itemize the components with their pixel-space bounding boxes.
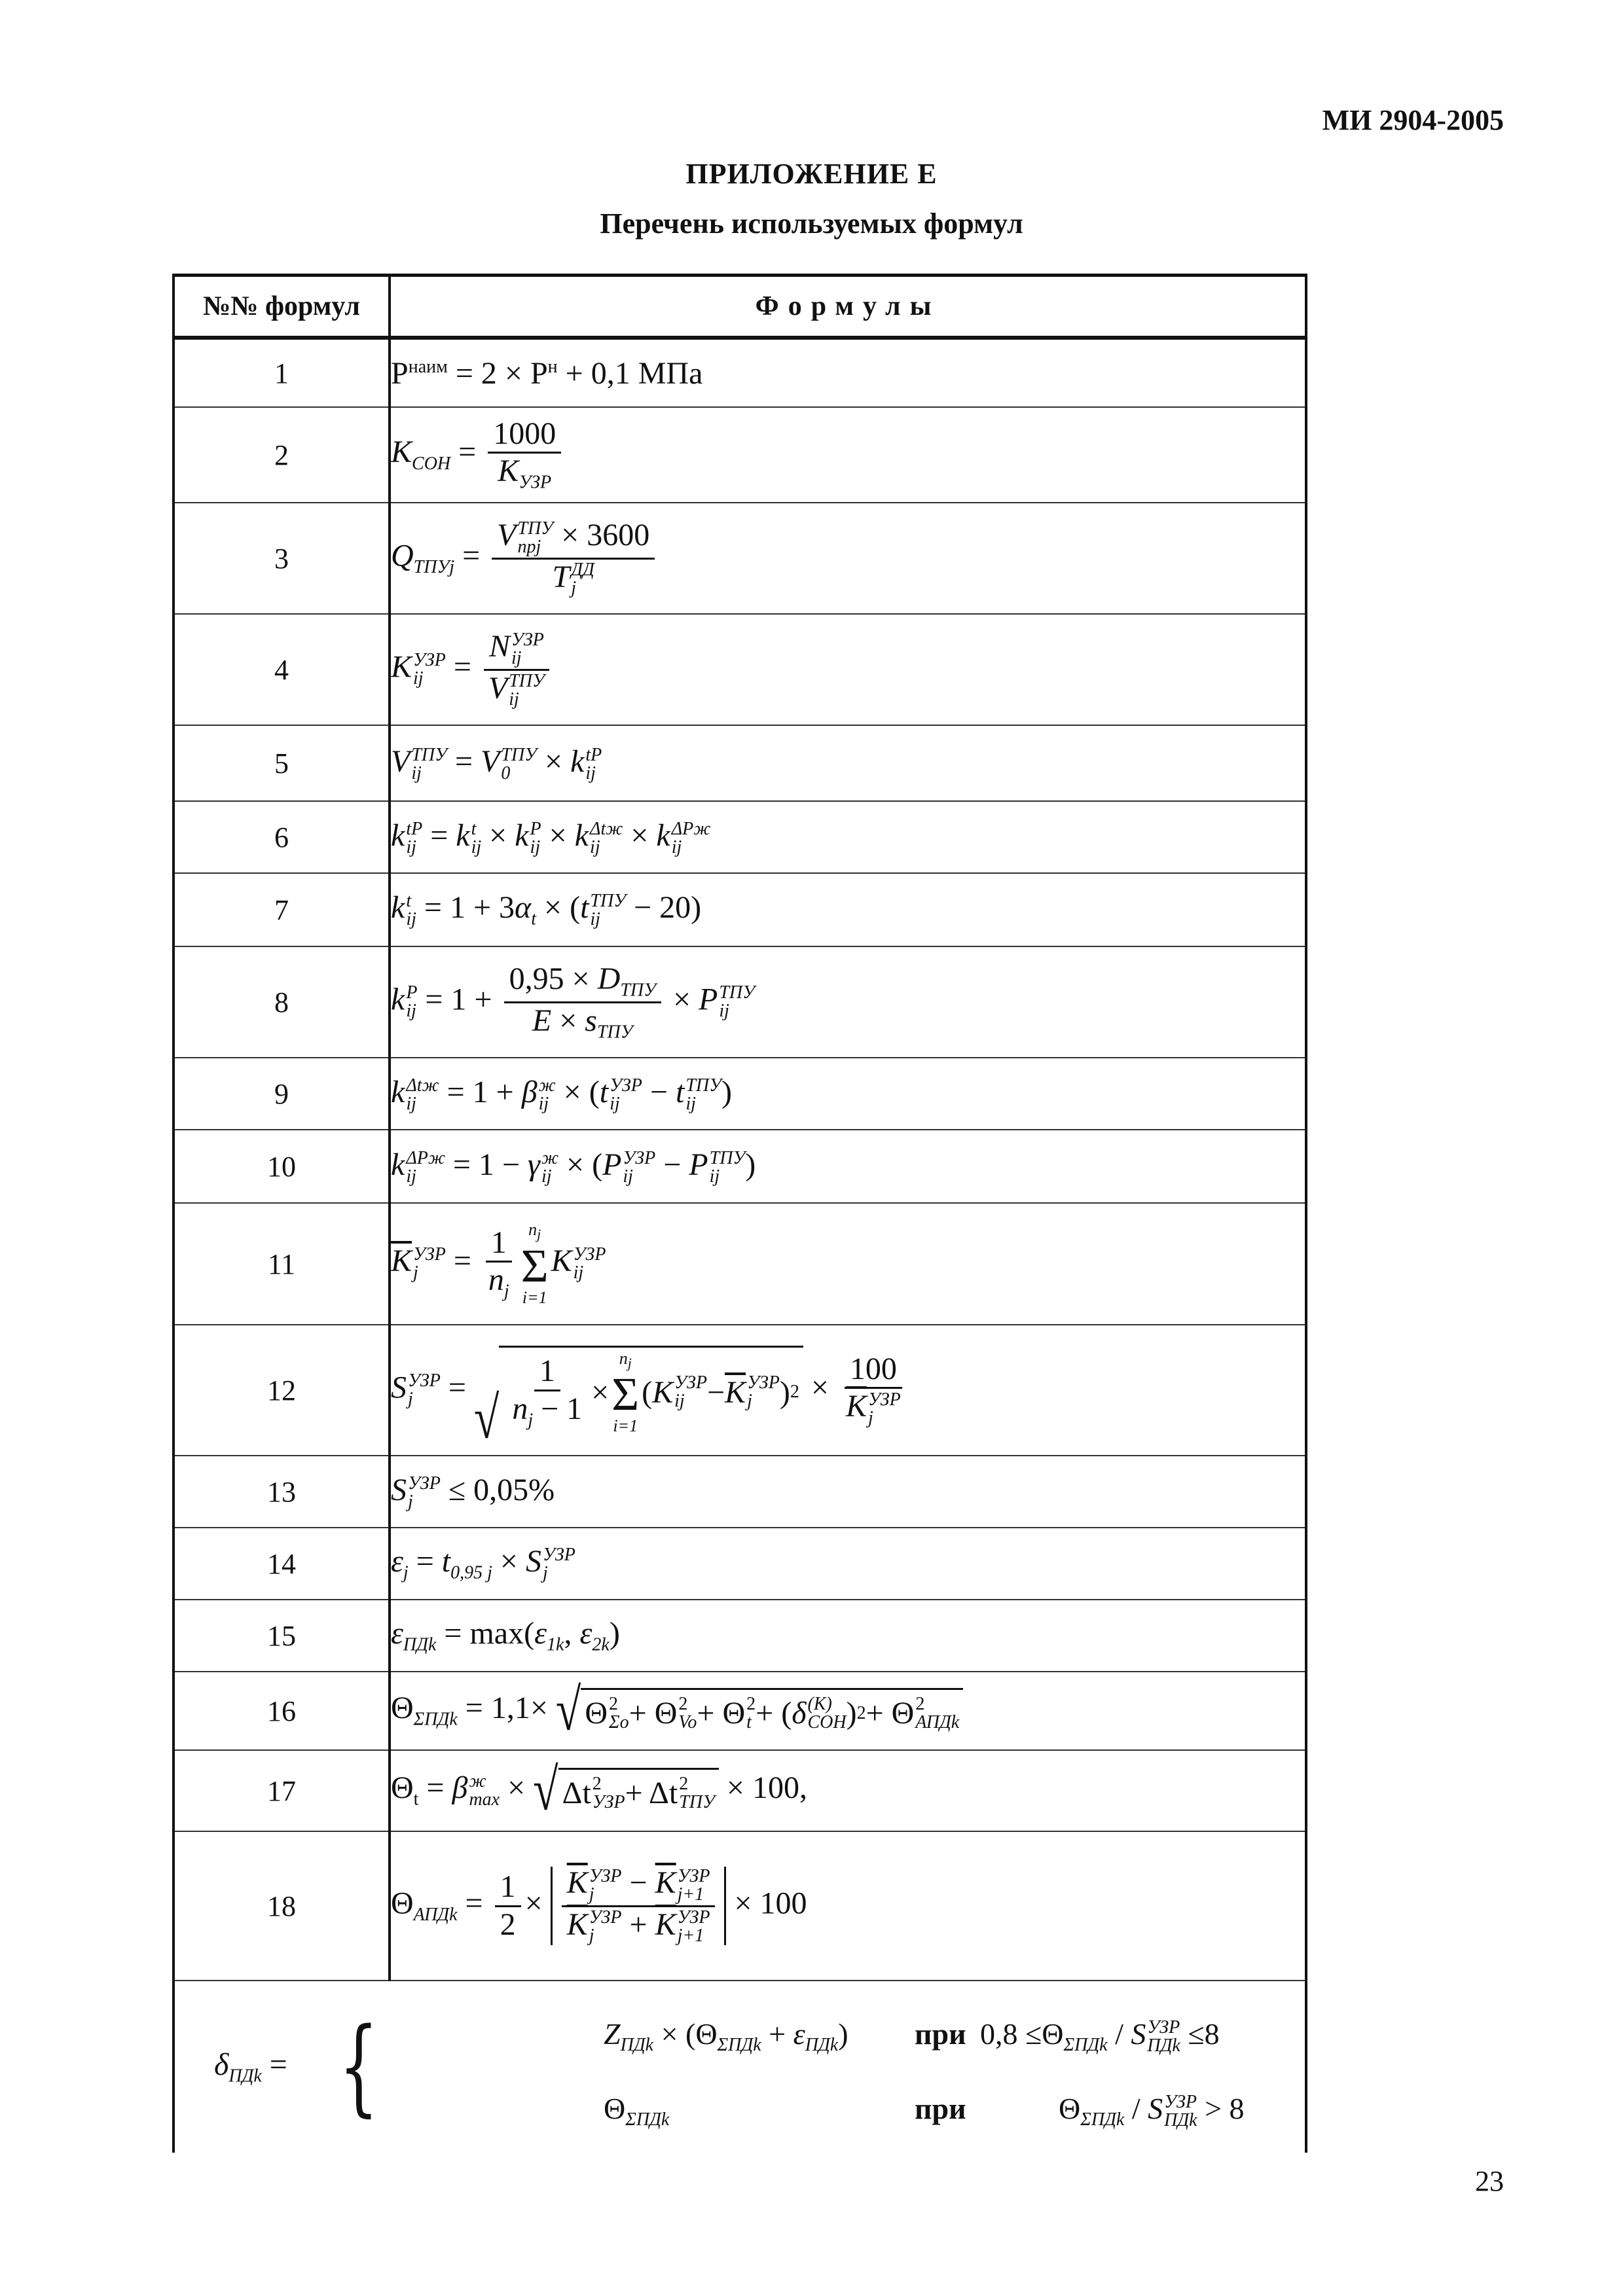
formula-6: k tP ij = k t ij × k P ij × k Δtж ij × k ΔPж ij xyxy=(390,801,1306,873)
appendix-subtitle: Перечень используемых формул xyxy=(600,207,1023,240)
formula-number: 10 xyxy=(173,1130,390,1203)
formula-number: 11 xyxy=(173,1203,390,1325)
formulas-table xyxy=(172,274,1307,2153)
formula-14: $\varepsilon_j = t_{0,95 j} \times S$ УЗР j xyxy=(390,1528,1306,1600)
formula-number: 9 xyxy=(173,1058,390,1130)
formula-17: $\Theta_t = \beta$ ж max × √ Δt 2 УЗР + Δt 2 ТПУ × 100, xyxy=(390,1750,1306,1831)
table-row xyxy=(173,1325,1306,1456)
case-1-condition-start: 0,8 ≤ xyxy=(980,2017,1042,2051)
formula-7: k t ij = $1 + 3\alpha_t \times (t$ ТПУ ij − 20) xyxy=(390,873,1306,946)
case-2-condition: $\Theta_{\Sigma ПДk}$ / S УЗР ПДk > 8 xyxy=(1059,2092,1245,2131)
table-row-delta xyxy=(173,1981,1306,2153)
formula-8: k P ij = 1 + $\frac{0,95 \times D_{ТПУ}}{E \times s_{ТПУ}}$ × P ТПУ ij xyxy=(390,946,1306,1058)
case-1-expression: $Z_{ПДk} \times (\Theta_{\Sigma ПДk} + \varepsilon_{ПДk})$ xyxy=(604,2017,848,2056)
formula-number: 17 xyxy=(173,1750,390,1831)
case-1-condition: $0,8 \le\Theta_{\Sigma ПДk} / S$ УЗР ПДk ≤8 xyxy=(980,2017,1220,2056)
table-row xyxy=(173,407,1306,503)
table-row xyxy=(173,338,1306,407)
formula-number: 16 xyxy=(173,1672,390,1750)
table-row xyxy=(173,614,1306,725)
formula-number: 3 xyxy=(173,503,390,614)
formula-18: $\Theta_{АПДk}$ = $\frac{1}{2}$ × $\overline{K}$ УЗР j − $\overline{K}$ УЗР j+1 $\overline{K}$ УЗР j + $\overline{K}$ УЗР j+1 × 100 xyxy=(390,1831,1306,1981)
formula-number: 18 xyxy=(173,1831,390,1981)
table-row xyxy=(173,1058,1306,1130)
formula-number: 5 xyxy=(173,725,390,801)
formula-15: $\varepsilon_{ПДk} = \max(\varepsilon_{1k}$, $\varepsilon_{2k}$) xyxy=(390,1600,1306,1672)
page-number: 23 xyxy=(1475,2165,1504,2197)
table-row xyxy=(173,1130,1306,1203)
formula-2: $K_{СОН}$ = $\frac{1000}{K_{УЗР}}$ xyxy=(390,407,1306,503)
case-1-when: при xyxy=(915,2017,966,2051)
case-2-condition-end: > 8 xyxy=(1205,2092,1245,2125)
formula-9: k Δtж ij = 1 + β ж ij × (t УЗР ij − t ТПУ ij ) xyxy=(390,1058,1306,1130)
column-header-formula: Формулы xyxy=(390,276,1306,338)
table-row xyxy=(173,1456,1306,1528)
formula-number: 6 xyxy=(173,801,390,873)
formula-10: k ΔPж ij = 1 − γ ж ij × (P УЗР ij − P ТПУ ij ) xyxy=(390,1130,1306,1203)
delta-definition xyxy=(173,1981,1306,2153)
document-code: МИ 2904-2005 xyxy=(1322,104,1504,136)
column-header-number: №№ формул xyxy=(173,276,390,338)
formula-16: $\Theta_{\Sigma ПДk} = 1,1\times$ √ Θ 2 Σo + Θ 2 Vo + Θ 2 t + ( δ (K) СОН ) 2 + Θ 2 АПДk xyxy=(390,1672,1306,1750)
left-brace: { xyxy=(338,2005,379,2127)
formula-number: 1 xyxy=(173,338,390,407)
case-1-condition-end: ≤8 xyxy=(1188,2017,1220,2051)
formula-number: 13 xyxy=(173,1456,390,1528)
table-row xyxy=(173,873,1306,946)
table-row xyxy=(173,1831,1306,1981)
formula-1: $Р^{наим} = 2 \times Р^н + 0,1$ МПа xyxy=(390,338,1306,407)
delta-symbol: $\delta_{ПДk}$ = xyxy=(214,2047,287,2087)
formula-number: 4 xyxy=(173,614,390,725)
formula-number: 2 xyxy=(173,407,390,503)
formula-4: K УЗР ij = N УЗР ij V ТПУ ij xyxy=(390,614,1306,725)
formula-3: $Q_{ТПУj}$ = V ТПУ прj × 3600 T ДД j xyxy=(390,503,1306,614)
formula-number: 14 xyxy=(173,1528,390,1600)
formula-5: V ТПУ ij = V ТПУ 0 × k tP ij xyxy=(390,725,1306,801)
table-row xyxy=(173,946,1306,1058)
table-row xyxy=(173,1672,1306,1750)
table-row xyxy=(173,1750,1306,1831)
case-2-expression: $\Theta_{\Sigma ПДk}$ xyxy=(604,2092,670,2130)
formula-number: 8 xyxy=(173,946,390,1058)
table-row xyxy=(173,725,1306,801)
table-row xyxy=(173,1528,1306,1600)
table-row xyxy=(173,1203,1306,1325)
table-row xyxy=(173,801,1306,873)
table-header xyxy=(173,276,1306,338)
formula-13: S УЗР j ≤ 0,05% xyxy=(390,1456,1306,1528)
formula-12: S УЗР j = √ $\frac{1}{n_j - 1}$ × $n_j$ Σ i=1 ( K УЗР ij − $\overline{K}$ УЗР j ) 2 × 100 $\overline{K}$ УЗР j xyxy=(390,1325,1306,1456)
table-row xyxy=(173,503,1306,614)
formula-11: $\overline{K}$ УЗР j = $\frac{1}{n_j}$ $n_j$ Σ i=1 K УЗР ij xyxy=(390,1203,1306,1325)
formula-number: 7 xyxy=(173,873,390,946)
appendix-title: ПРИЛОЖЕНИЕ Е xyxy=(685,158,938,190)
table-row xyxy=(173,1600,1306,1672)
case-2-when: при xyxy=(915,2092,966,2125)
formula-number: 15 xyxy=(173,1600,390,1672)
formula-number: 12 xyxy=(173,1325,390,1456)
